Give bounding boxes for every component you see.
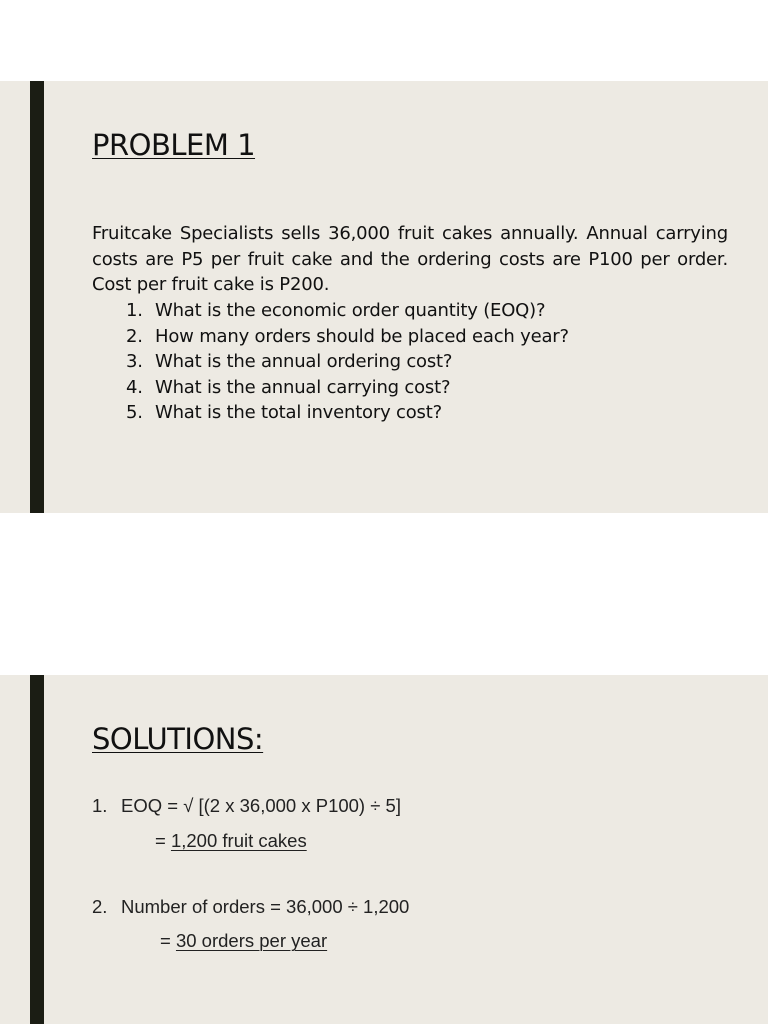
solution-number: 2. (92, 896, 108, 917)
solution-answer: 1,200 fruit cakes (170, 830, 307, 851)
solution-1-formula (92, 795, 401, 817)
list-item-text: What is the annual carrying cost? (155, 376, 451, 398)
list-item-number: 4. (126, 376, 143, 398)
slide-accent-bar (30, 675, 44, 1024)
list-item-number: 2. (126, 325, 143, 347)
list-item-text: What is the annual ordering cost? (155, 351, 453, 373)
list-item (126, 375, 569, 401)
list-item-number: 5. (126, 402, 143, 424)
solution-answer: 30 orders per year (175, 930, 328, 951)
question-list (126, 298, 569, 426)
list-item (126, 298, 569, 324)
list-item (126, 349, 569, 375)
slide-solutions (0, 675, 768, 1024)
list-item-text: How many orders should be placed each year? (155, 325, 569, 347)
list-item (126, 324, 569, 350)
list-item (126, 400, 569, 426)
list-item-text: What is the economic order quantity (EOQ)? (155, 300, 546, 321)
solution-1-result (155, 830, 307, 852)
slide-title: SOLUTIONS: (92, 722, 264, 756)
slide-accent-bar (30, 81, 44, 513)
slide-problem-1 (0, 81, 768, 513)
solution-number: 1. (92, 795, 108, 816)
solution-formula-text: EOQ = √ [(2 x 36,000 x P100) ÷ 5] (121, 795, 401, 816)
solution-2-result (160, 930, 327, 952)
equals-sign: = (155, 830, 171, 851)
solution-2-formula (92, 896, 409, 918)
list-item-text: What is the total inventory cost? (155, 402, 442, 424)
slide-title: PROBLEM 1 (92, 128, 256, 162)
problem-statement: Fruitcake Specialists sells 36,000 fruit cakes annually. Annual carrying costs are P5 per fruit cake and the ordering costs are P100 per order. Cost per fruit cake is P200. (92, 223, 728, 296)
list-item-number: 3. (126, 351, 143, 373)
equals-sign: = (160, 930, 176, 951)
list-item-number: 1. (126, 300, 143, 321)
solution-formula-text: Number of orders = 36,000 ÷ 1,200 (121, 896, 410, 917)
